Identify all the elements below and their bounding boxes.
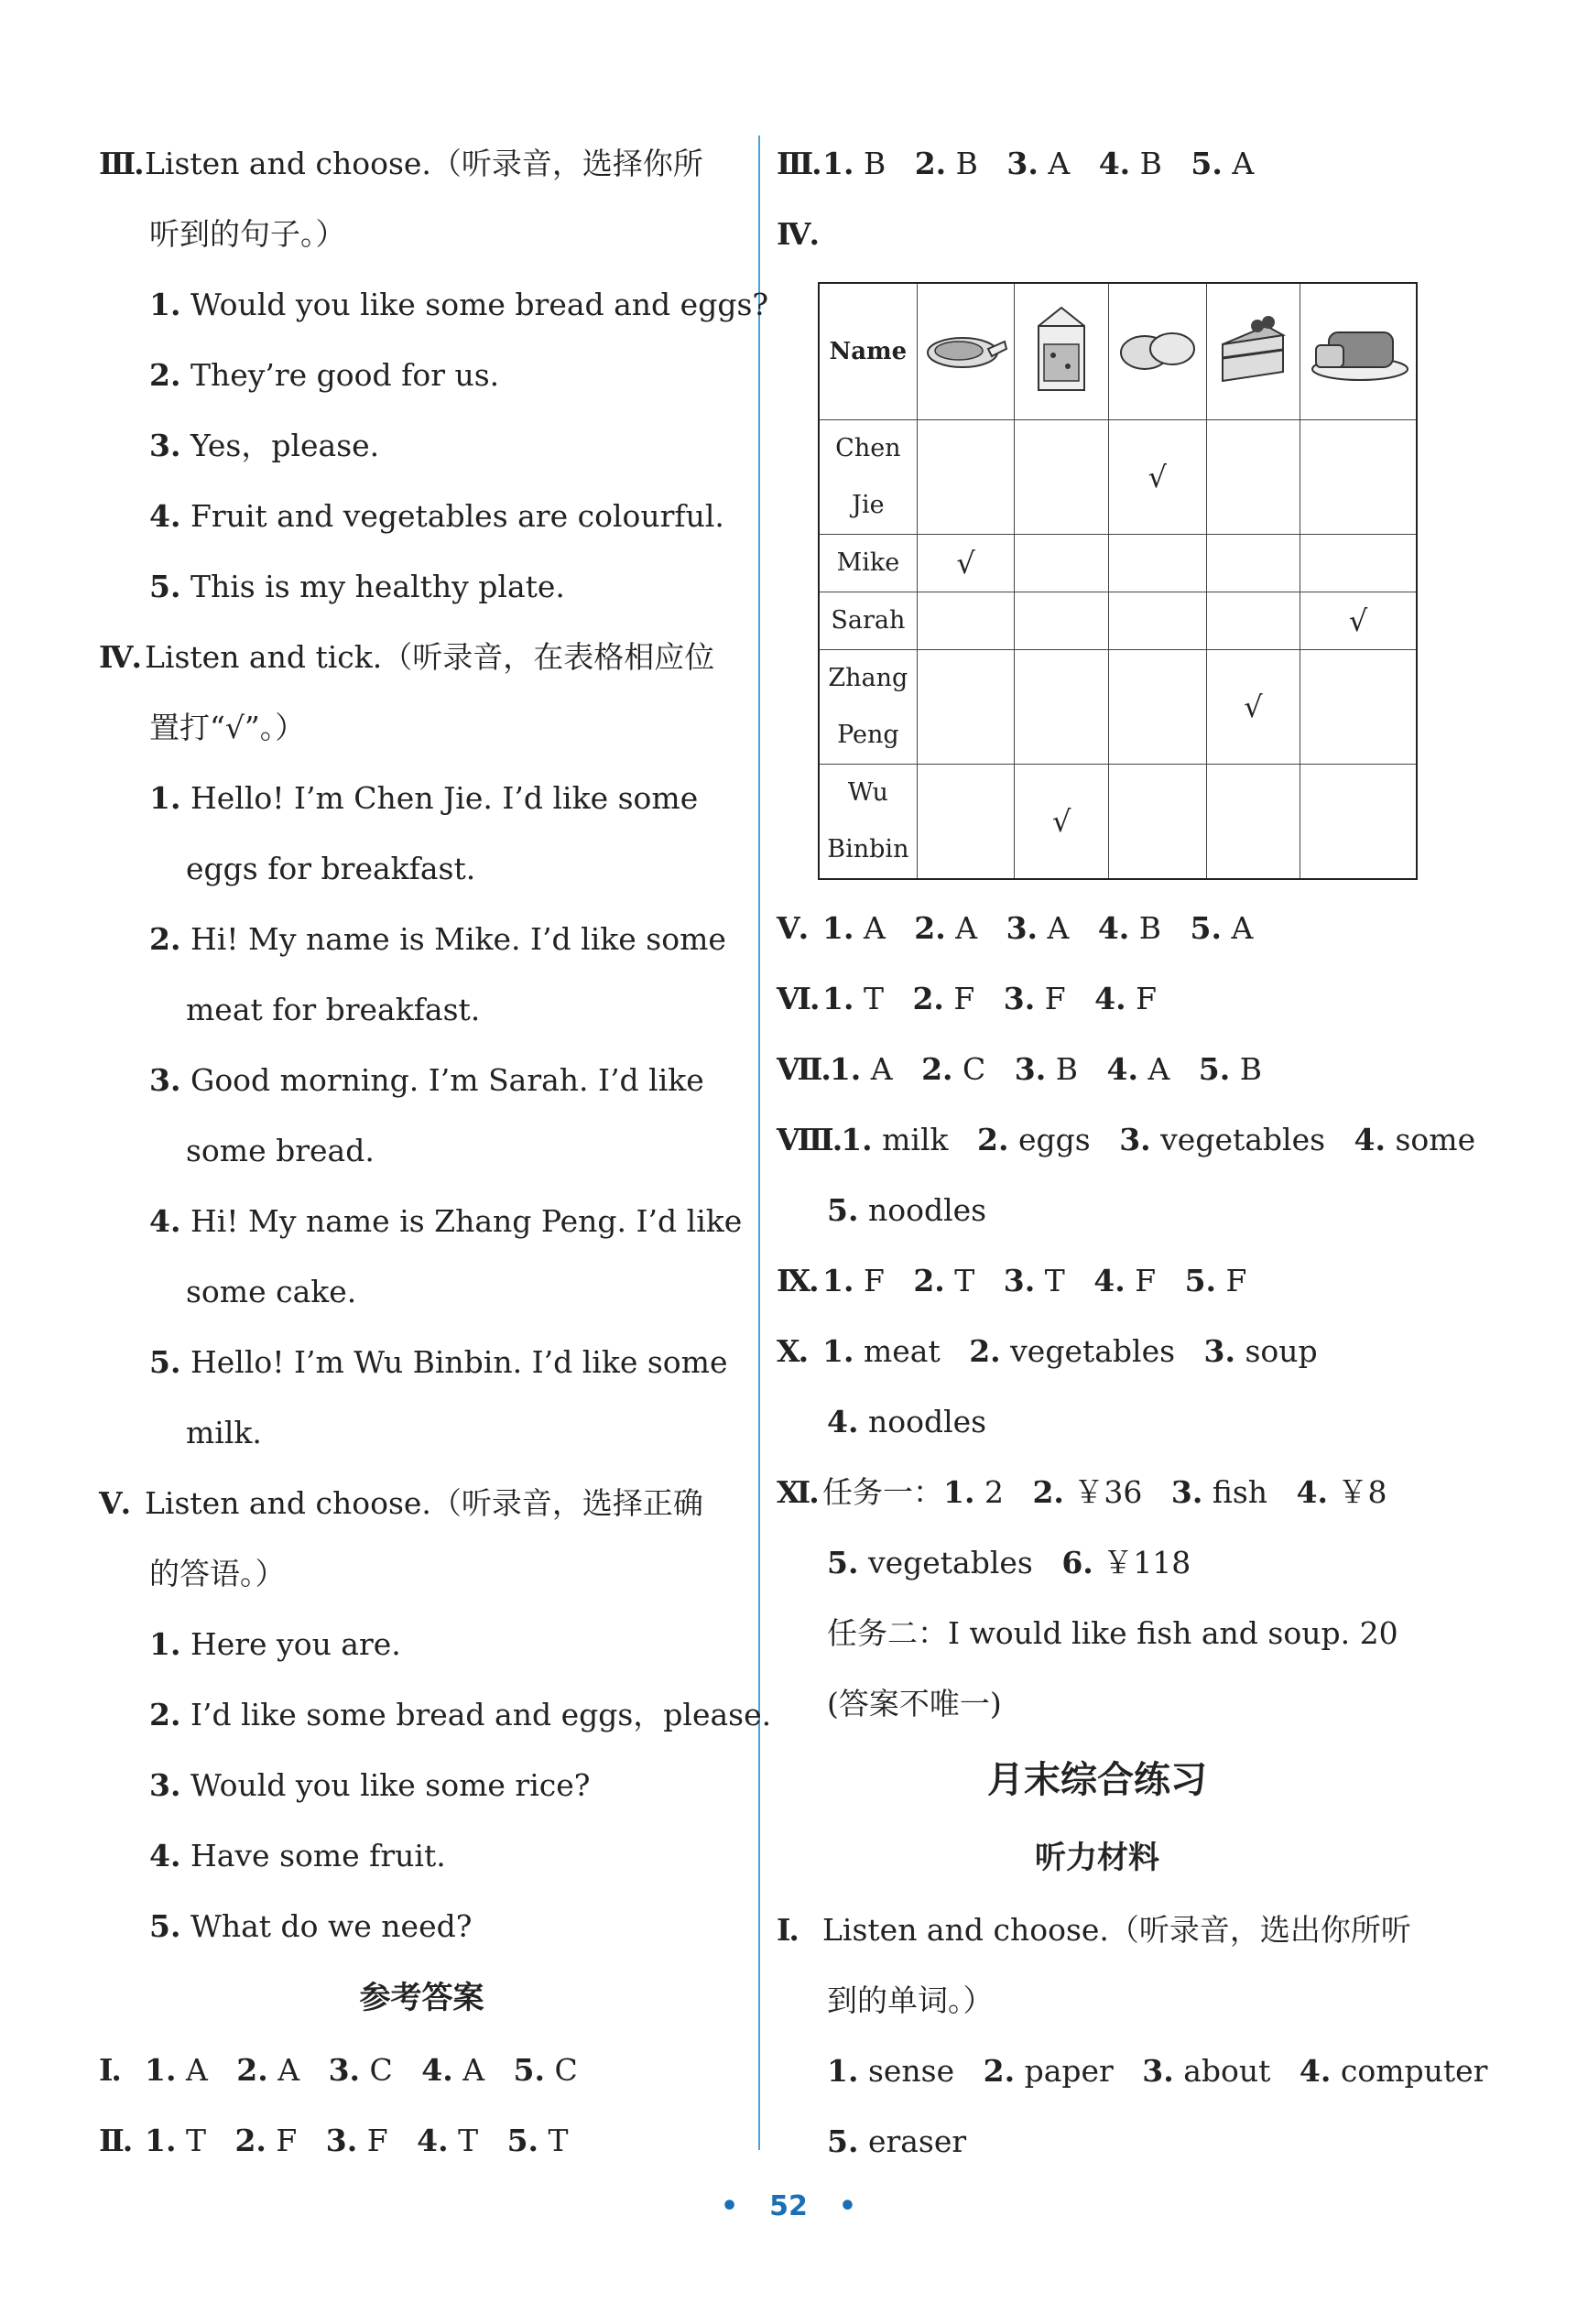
answer-row-5: Ⅴ. 1. A 2. A 3. A 4. B 5. A <box>777 910 1254 946</box>
list-item: 3. Good morning. I’m Sarah. I’d like <box>149 1062 704 1098</box>
answer-row-2: Ⅱ. 1. T 2. F 3. F 4. T 5. T <box>99 2123 569 2158</box>
table-row <box>819 420 1417 535</box>
tick-mark: √ <box>1206 650 1300 765</box>
answer-row-9: Ⅸ. 1. F 2. T 3. T 4. F 5. F <box>777 1263 1247 1298</box>
answer-row-7: Ⅶ.1. A 2. C 3. B 4. A 5. B <box>777 1051 1262 1087</box>
cake-icon <box>1206 283 1300 420</box>
table-header-name: Name <box>819 283 917 420</box>
name-cell: Chen Jie <box>819 420 917 535</box>
table-row <box>819 592 1417 650</box>
list-item-cont: some cake. <box>186 1274 357 1309</box>
list-item-cont: some bread. <box>186 1133 375 1168</box>
meat-icon <box>917 283 1015 420</box>
table-row <box>819 535 1417 592</box>
name-cell: Wu Binbin <box>819 765 917 880</box>
word-list: 1. sense 2. paper 3. about 4. computer <box>827 2053 1488 2089</box>
section-4-title: Ⅳ. Listen and tick.（听录音，在表格相应位 <box>99 639 715 675</box>
list-item: 3. Yes，please. <box>149 428 380 463</box>
list-item: 1. Would you like some bread and eggs? <box>149 287 769 322</box>
answer-row-11: Ⅺ. 任务一：1. 2 2. ￥36 3. fish 4. ￥8 <box>777 1474 1387 1510</box>
answer-row-10-cont: 4. noodles <box>827 1404 987 1439</box>
listening-heading: 听力材料 <box>1035 1840 1159 1876</box>
task-2-note: (答案不唯一) <box>827 1686 1002 1721</box>
section-4-title-cont: 置打“√”。） <box>149 710 306 745</box>
list-item: 5. This is my healthy plate. <box>149 569 565 604</box>
table-row <box>819 650 1417 765</box>
list-item: 2. Hi! My name is Mike. I’d like some <box>149 921 726 957</box>
section-3-title-cont: 听到的句子。） <box>149 216 346 252</box>
footer-dot: • <box>838 2190 857 2222</box>
section-1-title: Ⅰ. Listen and choose.（听录音，选出你所听 <box>777 1912 1411 1948</box>
name-cell: Zhang Peng <box>819 650 917 765</box>
list-item: 4. Fruit and vegetables are colourful. <box>149 498 724 534</box>
answer-row-4: Ⅳ. <box>777 216 818 252</box>
column-divider <box>758 136 760 2150</box>
list-item: 5. What do we need? <box>149 1908 473 1944</box>
right-column <box>777 128 1488 2177</box>
task-2: 任务二：I would like fish and soup. 20 <box>827 1615 1398 1651</box>
answer-row-8-cont: 5. noodles <box>827 1192 987 1228</box>
answer-row-6: Ⅵ. 1. T 2. F 3. F 4. F <box>777 981 1157 1016</box>
list-item-cont: milk. <box>186 1415 262 1450</box>
answers-heading: 参考答案 <box>359 1980 484 2016</box>
tick-mark: √ <box>917 535 1015 592</box>
name-cell: Mike <box>819 535 917 592</box>
list-item: 4. Have some fruit. <box>149 1838 446 1873</box>
list-item: 3. Would you like some rice? <box>149 1767 591 1803</box>
tick-mark: √ <box>1300 592 1417 650</box>
list-item-cont: eggs for breakfast. <box>186 851 476 886</box>
answer-row-3: Ⅲ.1. B 2. B 3. A 4. B 5. A <box>777 146 1255 181</box>
list-item: 2. I’d like some bread and eggs，please. <box>149 1697 772 1732</box>
table-row <box>819 765 1417 880</box>
bread-icon <box>1300 283 1417 420</box>
answer-row-11-cont: 5. vegetables 6. ￥118 <box>827 1545 1191 1580</box>
section-5-title-cont: 的答语。） <box>149 1556 286 1591</box>
list-item: 1. Hello! I’m Chen Jie. I’d like some <box>149 780 699 816</box>
page-footer <box>0 2190 1577 2222</box>
name-cell: Sarah <box>819 592 917 650</box>
page-number: 52 <box>769 2190 808 2222</box>
word-list-cont: 5. eraser <box>827 2123 967 2159</box>
month-end-heading: 月末综合练习 <box>987 1759 1207 1801</box>
list-item: 5. Hello! I’m Wu Binbin. I’d like some <box>149 1344 728 1380</box>
list-item-cont: meat for breakfast. <box>186 992 481 1027</box>
answer-row-10: Ⅹ. 1. meat 2. vegetables 3. soup <box>777 1333 1318 1369</box>
tick-mark: √ <box>1015 765 1108 880</box>
tick-table <box>818 282 1418 880</box>
list-item: 2. They’re good for us. <box>149 357 500 393</box>
tick-mark: √ <box>1108 420 1206 535</box>
list-item: 1. Here you are. <box>149 1626 401 1662</box>
eggs-icon <box>1108 283 1206 420</box>
left-column <box>99 128 772 2176</box>
list-item: 4. Hi! My name is Zhang Peng. I’d like <box>149 1203 743 1239</box>
section-5-title: Ⅴ. Listen and choose.（听录音，选择正确 <box>99 1485 703 1521</box>
section-3-title: Ⅲ.Listen and choose.（听录音，选择你所 <box>99 146 703 181</box>
milk-icon <box>1015 283 1108 420</box>
answer-row-1: Ⅰ. 1. A 2. A 3. C 4. A 5. C <box>99 2052 578 2088</box>
section-1-title-cont: 到的单词。） <box>827 1982 994 2018</box>
footer-dot: • <box>720 2190 739 2222</box>
answer-row-8: Ⅷ.1. milk 2. eggs 3. vegetables 4. some <box>777 1122 1476 1157</box>
